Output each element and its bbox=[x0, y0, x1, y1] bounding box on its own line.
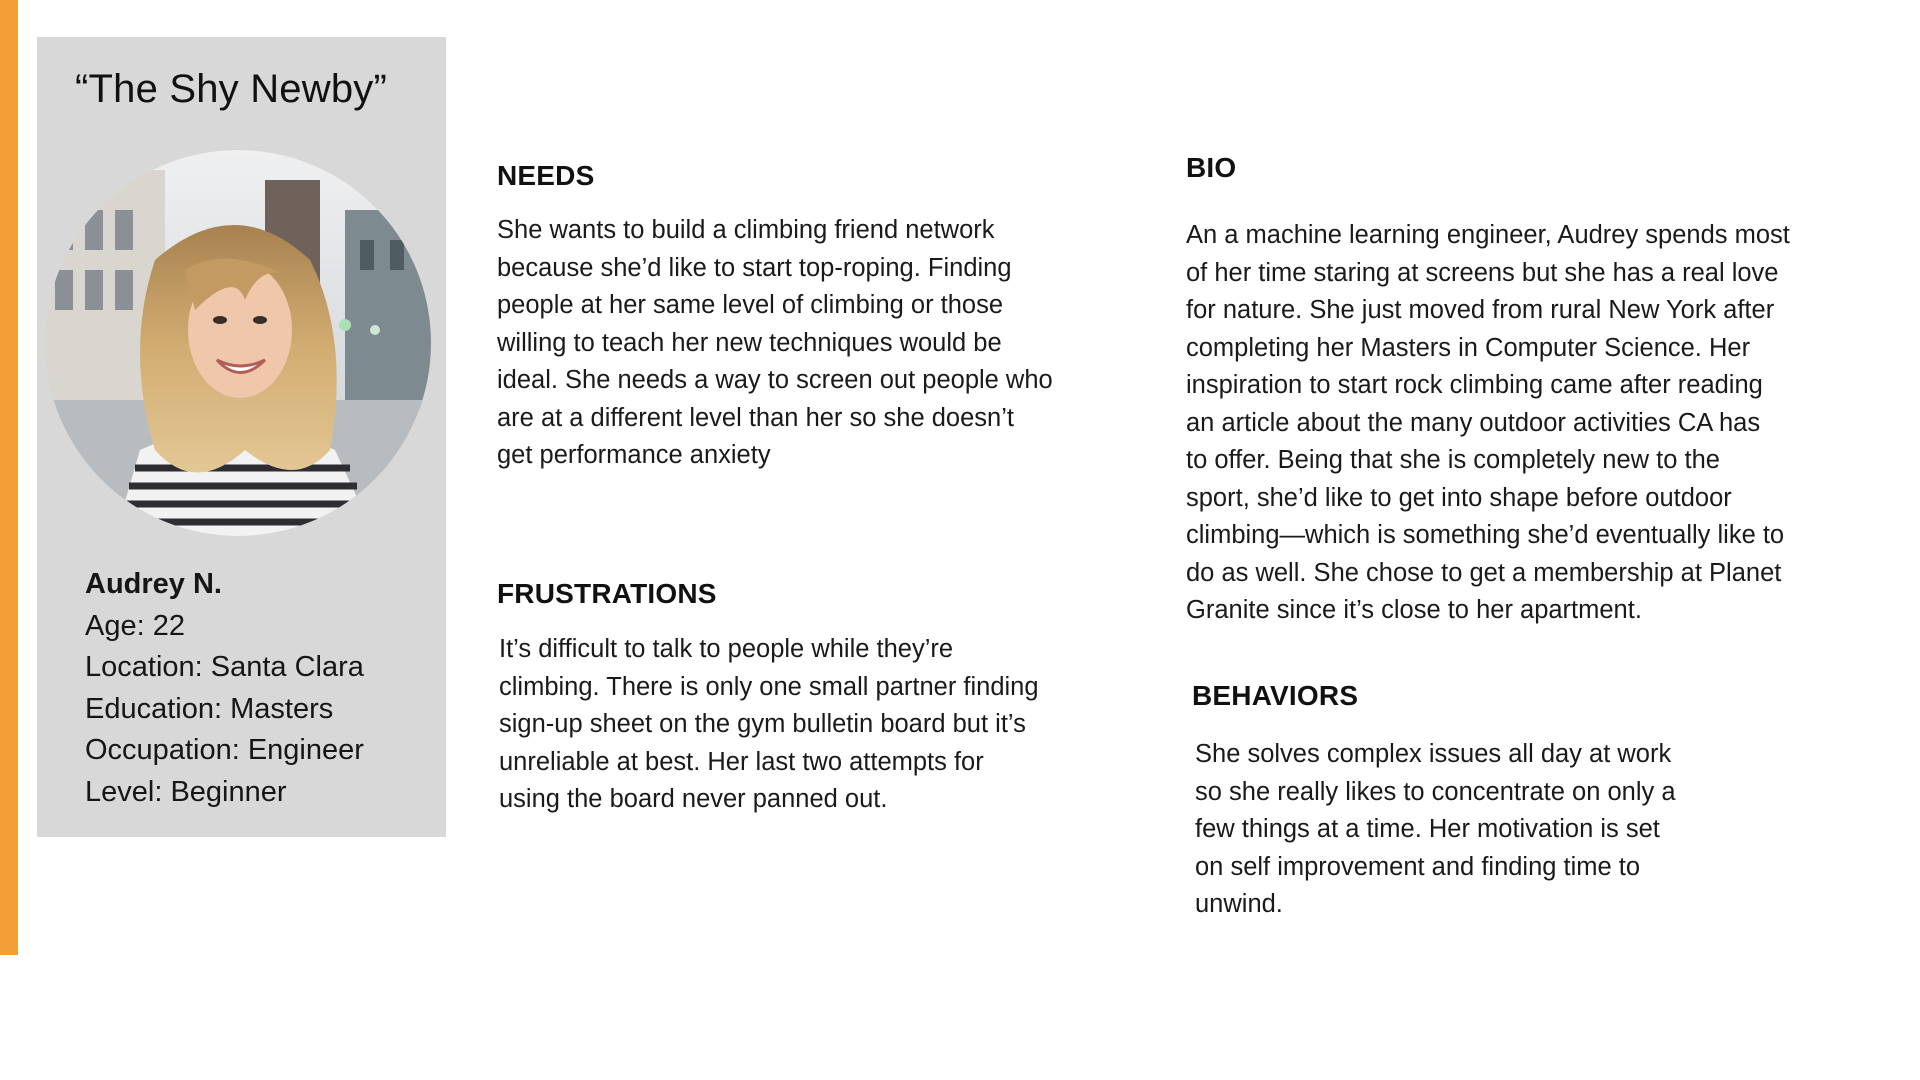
bio-line: completing her Masters in Computer Science. Her bbox=[1186, 333, 1751, 362]
bio-line: inspiration to start rock climbing came after reading bbox=[1186, 371, 1763, 399]
bio-line: to offer. Being that she is completely new to the bbox=[1186, 446, 1720, 474]
persona-occupation: Occupation: Engineer bbox=[85, 734, 364, 766]
frustrations-line: unreliable at best. Her last two attempts for bbox=[499, 747, 984, 776]
needs-line: are at a different level than her so she doesn’t bbox=[497, 403, 1014, 432]
persona-details bbox=[85, 564, 364, 813]
profile-card bbox=[37, 37, 446, 837]
bio-line: of her time staring at screens but she has a real love bbox=[1186, 258, 1779, 287]
frustrations-line: using the board never panned out. bbox=[499, 785, 888, 813]
frustrations-line: It’s difficult to talk to people while they’re bbox=[499, 635, 954, 663]
frustrations-line: climbing. There is only one small partner finding bbox=[499, 672, 1039, 701]
portrait-photo-icon bbox=[45, 150, 431, 536]
needs-line: get performance anxiety bbox=[497, 441, 771, 469]
behaviors-line: on self improvement and finding time to bbox=[1195, 852, 1641, 881]
behaviors-text bbox=[1195, 736, 1676, 924]
bio-line: Granite since it’s close to her apartment. bbox=[1186, 596, 1642, 624]
bio-line: for nature. She just moved from rural New York after bbox=[1186, 296, 1775, 324]
bio-text bbox=[1186, 217, 1790, 630]
persona-title: “The Shy Newby” bbox=[75, 67, 387, 111]
bio-line: do as well. She chose to get a membership at Planet bbox=[1186, 558, 1782, 587]
persona-location: Location: Santa Clara bbox=[85, 651, 364, 683]
needs-text bbox=[497, 212, 1053, 475]
frustrations-text bbox=[499, 631, 1039, 819]
frustrations-heading: FRUSTRATIONS bbox=[497, 578, 717, 609]
persona-education: Education: Masters bbox=[85, 692, 334, 725]
accent-bar bbox=[0, 0, 18, 955]
needs-line: willing to teach her new techniques would be bbox=[497, 328, 1002, 357]
bio-heading: BIO bbox=[1186, 152, 1237, 183]
persona-level: Level: Beginner bbox=[85, 775, 287, 808]
avatar bbox=[45, 150, 431, 536]
behaviors-line: few things at a time. Her motivation is set bbox=[1195, 815, 1660, 843]
bio-line: an article about the many outdoor activities CA has bbox=[1186, 408, 1761, 437]
behaviors-line: unwind. bbox=[1195, 890, 1283, 918]
behaviors-line: so she really likes to concentrate on only a bbox=[1195, 777, 1676, 806]
behaviors-line: She solves complex issues all day at work bbox=[1195, 740, 1672, 768]
bio-line: An a machine learning engineer, Audrey spends most bbox=[1186, 221, 1790, 249]
needs-line: ideal. She needs a way to screen out people who bbox=[497, 366, 1053, 394]
frustrations-line: sign-up sheet on the gym bulletin board but it’s bbox=[499, 710, 1026, 738]
bio-line: sport, she’d like to get into shape before outdoor bbox=[1186, 483, 1732, 512]
persona-age: Age: 22 bbox=[85, 609, 185, 642]
needs-line: people at her same level of climbing or those bbox=[497, 291, 1004, 319]
needs-line: because she’d like to start top-roping. Finding bbox=[497, 253, 1012, 282]
needs-line: She wants to build a climbing friend network bbox=[497, 216, 995, 244]
bio-line: climbing—which is something she’d eventually like to bbox=[1186, 521, 1785, 549]
needs-heading: NEEDS bbox=[497, 160, 595, 191]
persona-name: Audrey N. bbox=[85, 568, 222, 600]
behaviors-heading: BEHAVIORS bbox=[1192, 680, 1359, 711]
